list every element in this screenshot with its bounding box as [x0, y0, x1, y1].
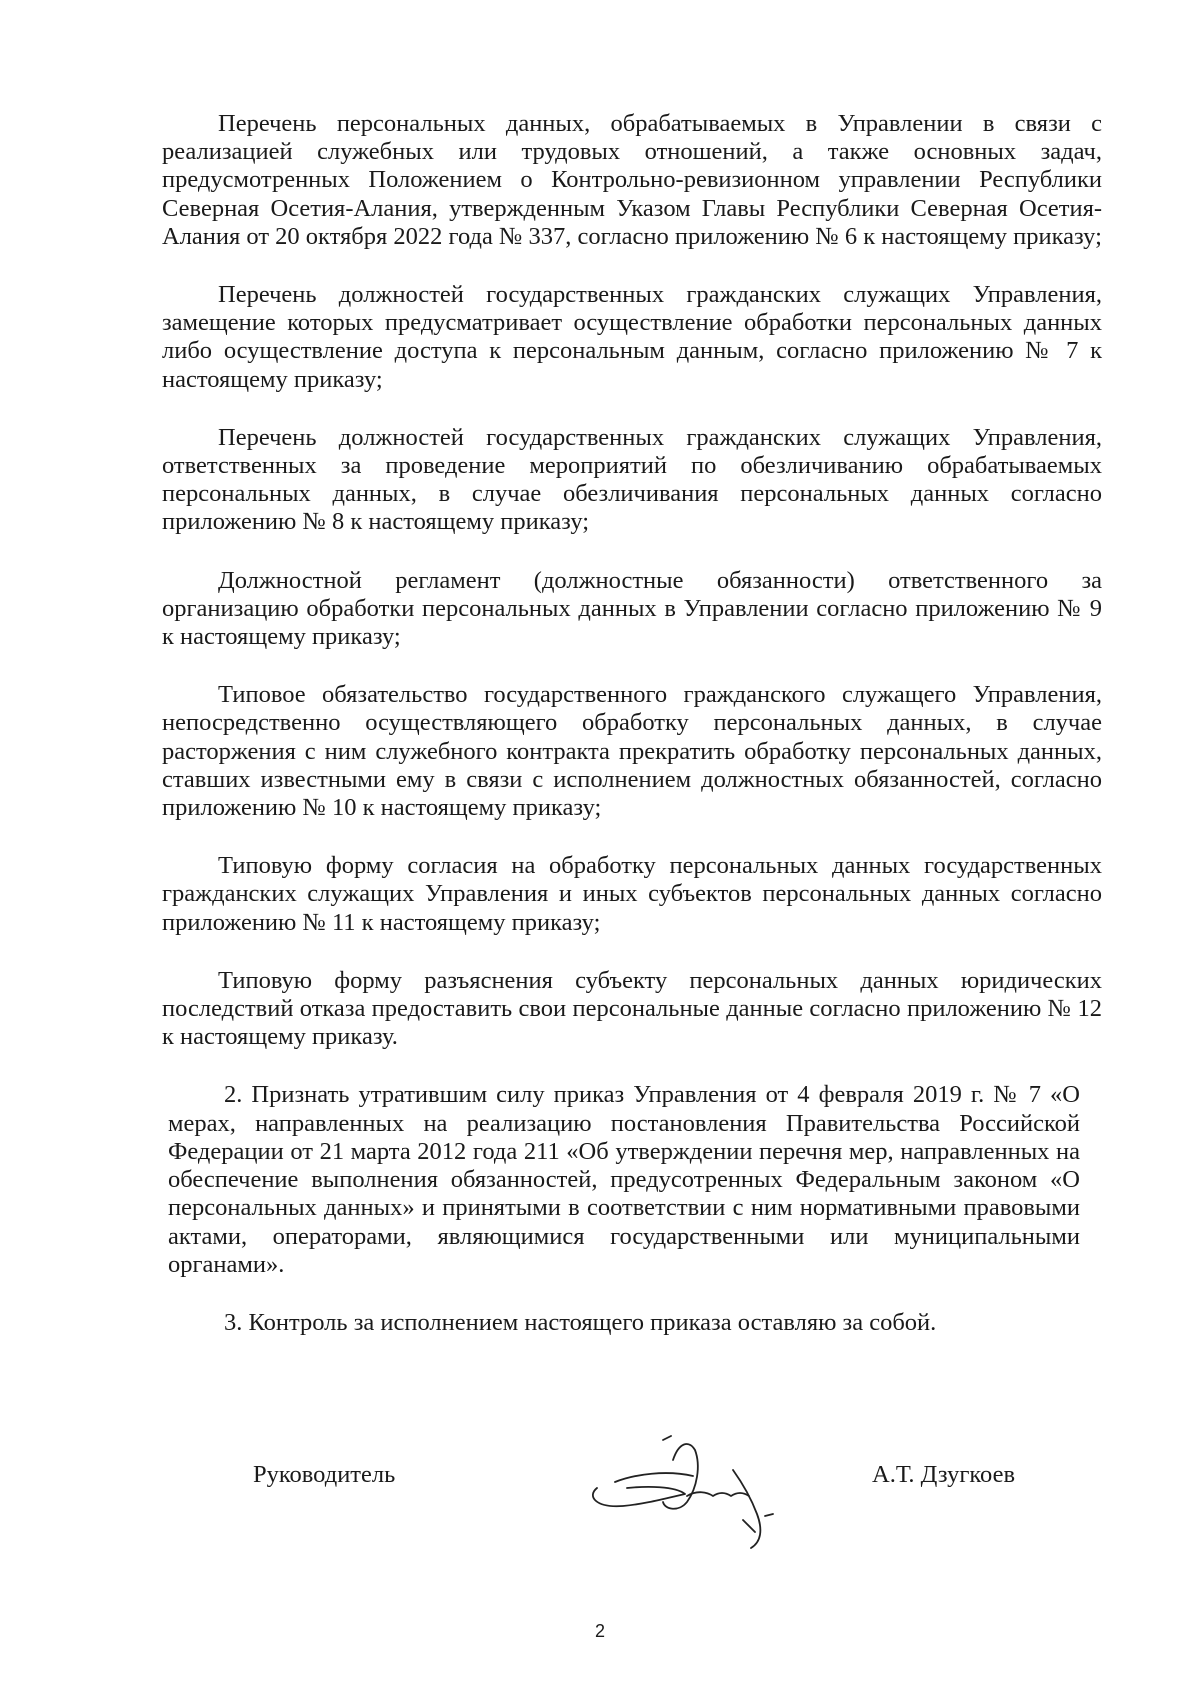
- paragraph-appendix-6: Перечень персональных данных, обрабатываемых в Управлении в связи с реализацией служебных или трудовых отношений, а также основных задач, предусмотренных Положением о Контрольно-ревизионном управлении Республики Северная Осетия-Алания, утвержденным Указом Главы Республики Северная Осетия-Алания от 20 октября 2022 года № 337, согласно приложению № 6 к настоящему приказу;: [162, 110, 1102, 250]
- paragraph-appendix-8: Перечень должностей государственных гражданских служащих Управления, ответственных за проведение мероприятий по обезличиванию обрабатываемых персональных данных, в случае обезличивания персональных данных согласно приложению № 8 к настоящему приказу;: [162, 423, 1102, 536]
- paragraph-item-3: 3. Контроль за исполнением настоящего приказа оставляю за собой.: [224, 1308, 937, 1336]
- paragraph-appendix-10: Типовое обязательство государственного гражданского служащего Управления, непосредственно осуществляющего обработку персональных данных, в случае расторжения с ним служебного контракта прекратить обработку персональных данных, ставших известными ему в связи с исполнением должностных обязанностей, согласно приложению № 10 к настоящему приказу;: [162, 681, 1102, 822]
- paragraph-appendix-11: Типовую форму согласия на обработку персональных данных государственных гражданских служащих Управления и иных субъектов персональных данных согласно приложению № 11 к настоящему приказу;: [162, 852, 1102, 936]
- paragraph-appendix-12: Типовую форму разъяснения субъекту персональных данных юридических последствий отказа предоставить свои персональные данные согласно приложению № 12 к настоящему приказу.: [162, 966, 1102, 1051]
- signatory-position: Руководитель: [253, 1461, 396, 1488]
- paragraph-appendix-9: Должностной регламент (должностные обязанности) ответственного за организацию обработки персональных данных в Управлении согласно приложению № 9 к настоящему приказу;: [162, 566, 1102, 651]
- document-body: [162, 110, 1102, 1367]
- page-number: 2: [594, 1621, 605, 1641]
- paragraph-appendix-7: Перечень должностей государственных гражданских служащих Управления, замещение которых предусматривает осуществление обработки персональных данных либо осуществление доступа к персональным данным, согласно приложению № 7 к настоящему приказу;: [162, 281, 1102, 393]
- handwritten-signature: [575, 1430, 815, 1560]
- signatory-name: А.Т. Дзугкоев: [872, 1461, 1016, 1488]
- paragraph-item-2: 2. Признать утратившим силу приказ Управления от 4 февраля 2019 г. № 7 «О мерах, направленных на реализацию постановления Правительства Российской Федерации от 21 марта 2012 года 211 «Об утверждении перечня мер, направленных на обеспечение выполнения обязанностей, предусотренных Федеральным законом «О персональных данных» и принятыми в соответствии с ним нормативными правовыми актами, операторами, являющимися государственными или муниципальными органами».: [168, 1081, 1080, 1278]
- signature-block: [0, 1460, 1200, 1580]
